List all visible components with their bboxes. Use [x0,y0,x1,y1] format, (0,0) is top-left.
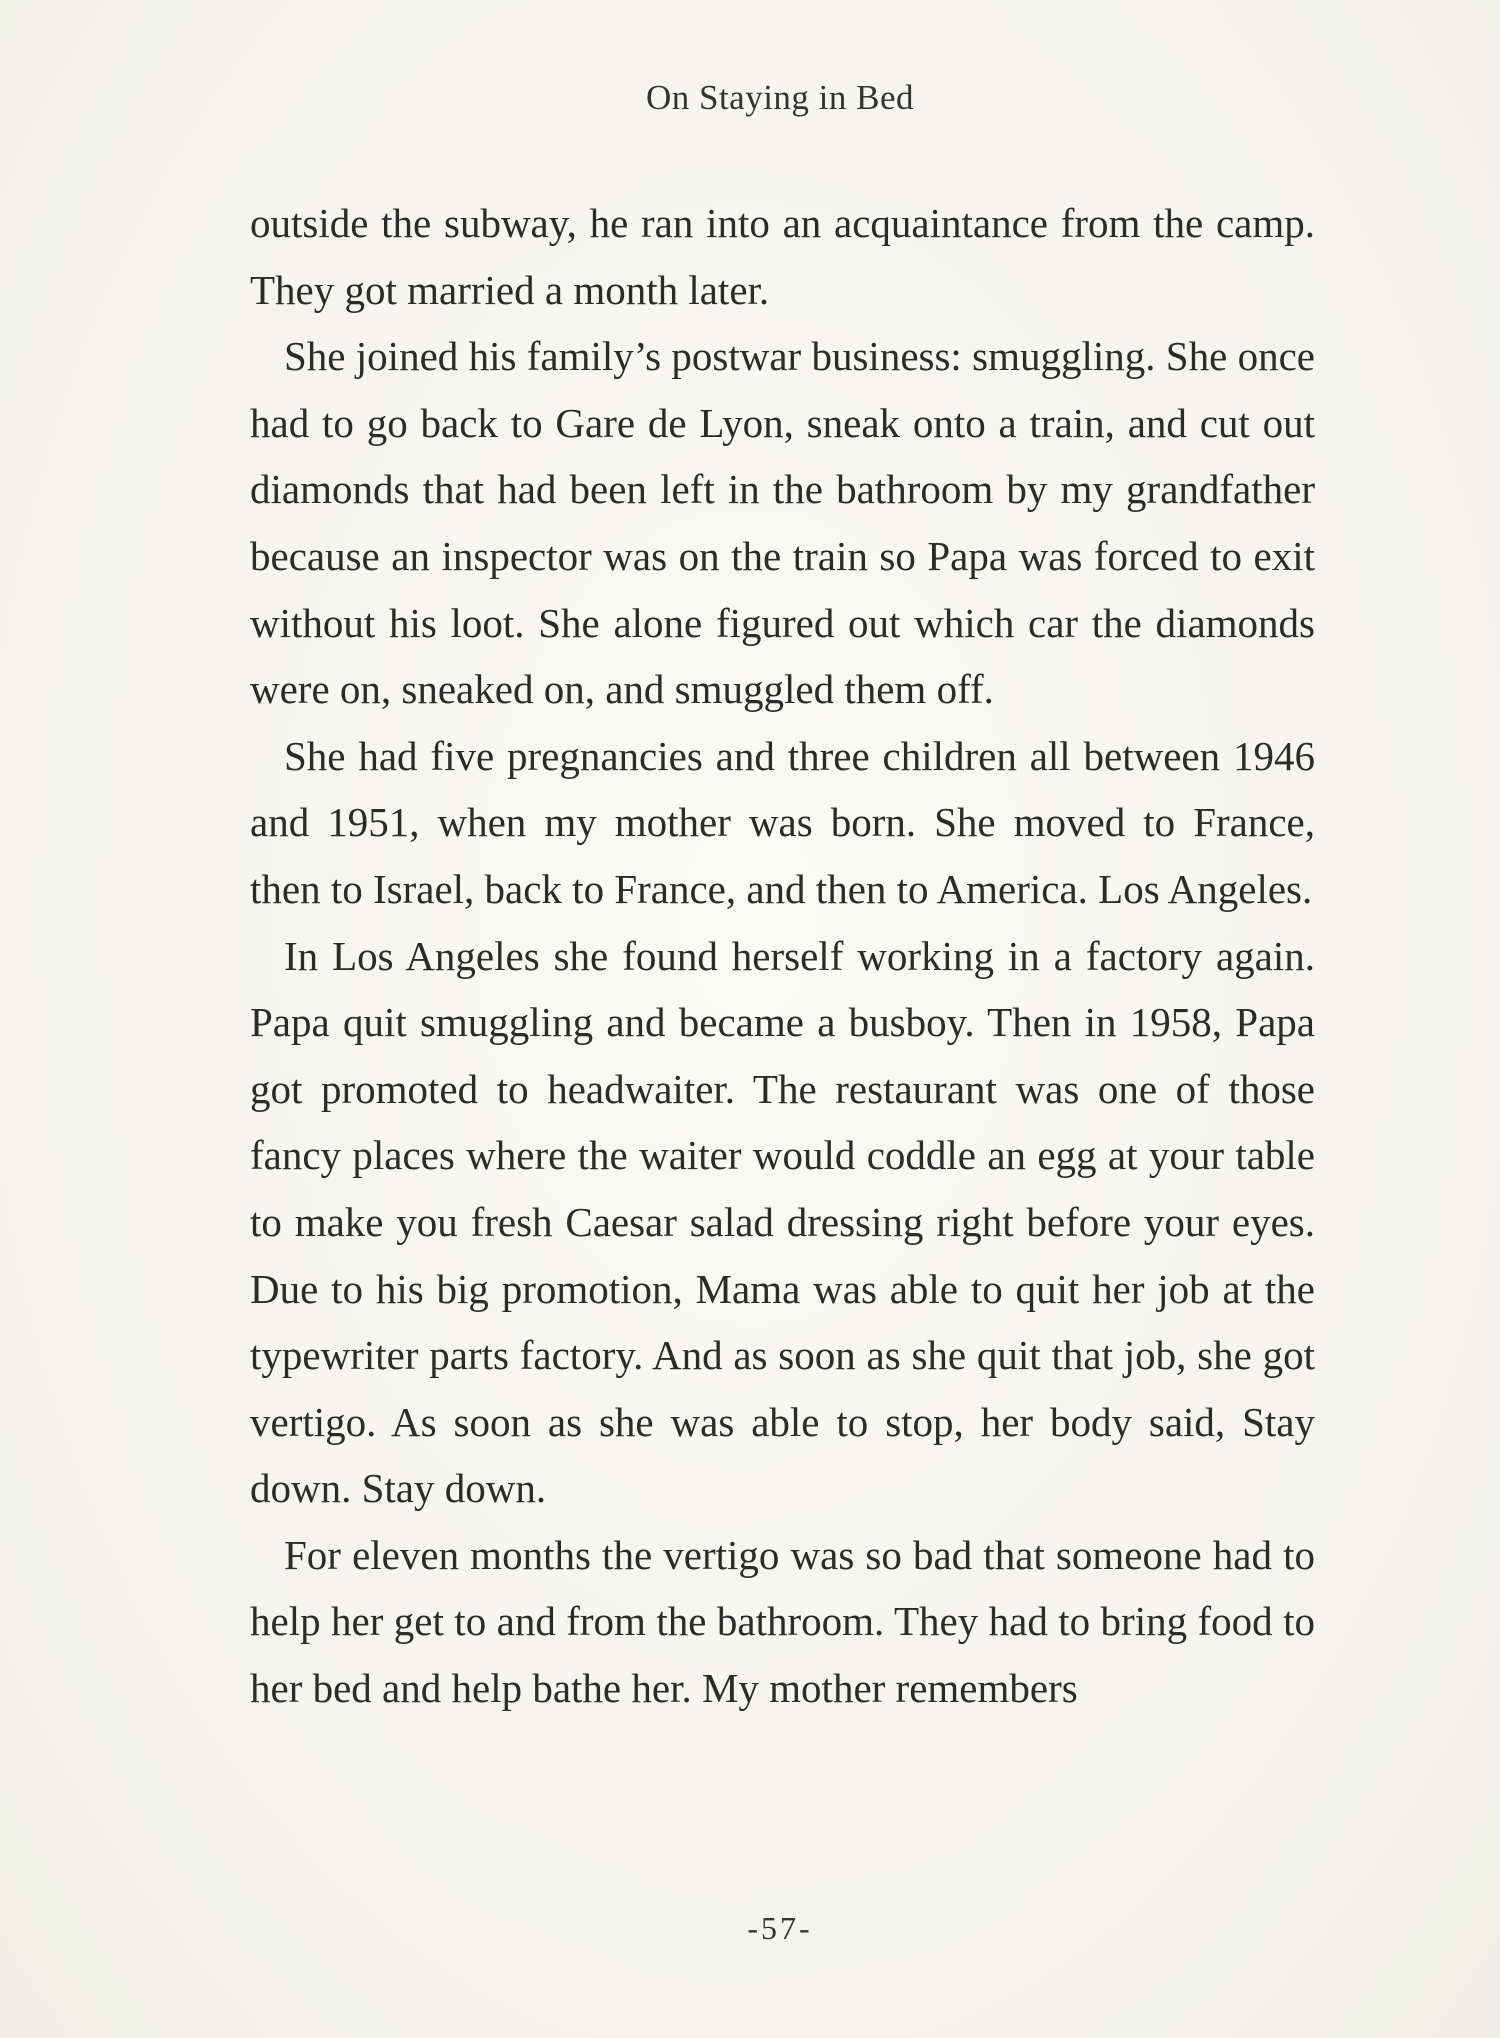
paragraph-1: outside the subway, he ran into an acquaintance from the camp. They got married a month later. [250,200,1315,313]
paragraph-5: For eleven months the vertigo was so bad that someone had to help her get to and from the bathroom. They had to bring food to her bed and help bathe her. My mother remembers [250,1531,1315,1712]
body-text [250,190,1315,1722]
page-number: -57- [747,1910,813,1946]
running-head: On Staying in Bed [645,78,915,117]
paragraph-4: In Los Angeles she found herself working in a factory again. Papa quit smuggling and became a busboy. Then in 1958, Papa got promoted to headwaiter. The restaurant was one of those fancy places where the waiter would coddle an egg at your table to make you fresh Caesar salad dressing right before your eyes. Due to his big promotion, Mama was able to quit her job at the typewriter parts factory. And as soon as she quit that job, she got vertigo. As soon as she was able to stop, her body said, Stay down. Stay down. [250,932,1315,1512]
paragraph-2: She joined his family’s postwar business: smuggling. She once had to go back to Gare de Lyon, sneak onto a train, and cut out diamonds that had been left in the bathroom by my grandfather because an inspector was on the train so Papa was forced to exit without his loot. She alone figured out which car the diamonds were on, sneaked on, and smuggled them off. [250,333,1315,713]
paragraph-3: She had five pregnancies and three children all between 1946 and 1951, when my mother was born. She moved to France, then to Israel, back to France, and then to America. Los Angeles. [250,732,1315,912]
